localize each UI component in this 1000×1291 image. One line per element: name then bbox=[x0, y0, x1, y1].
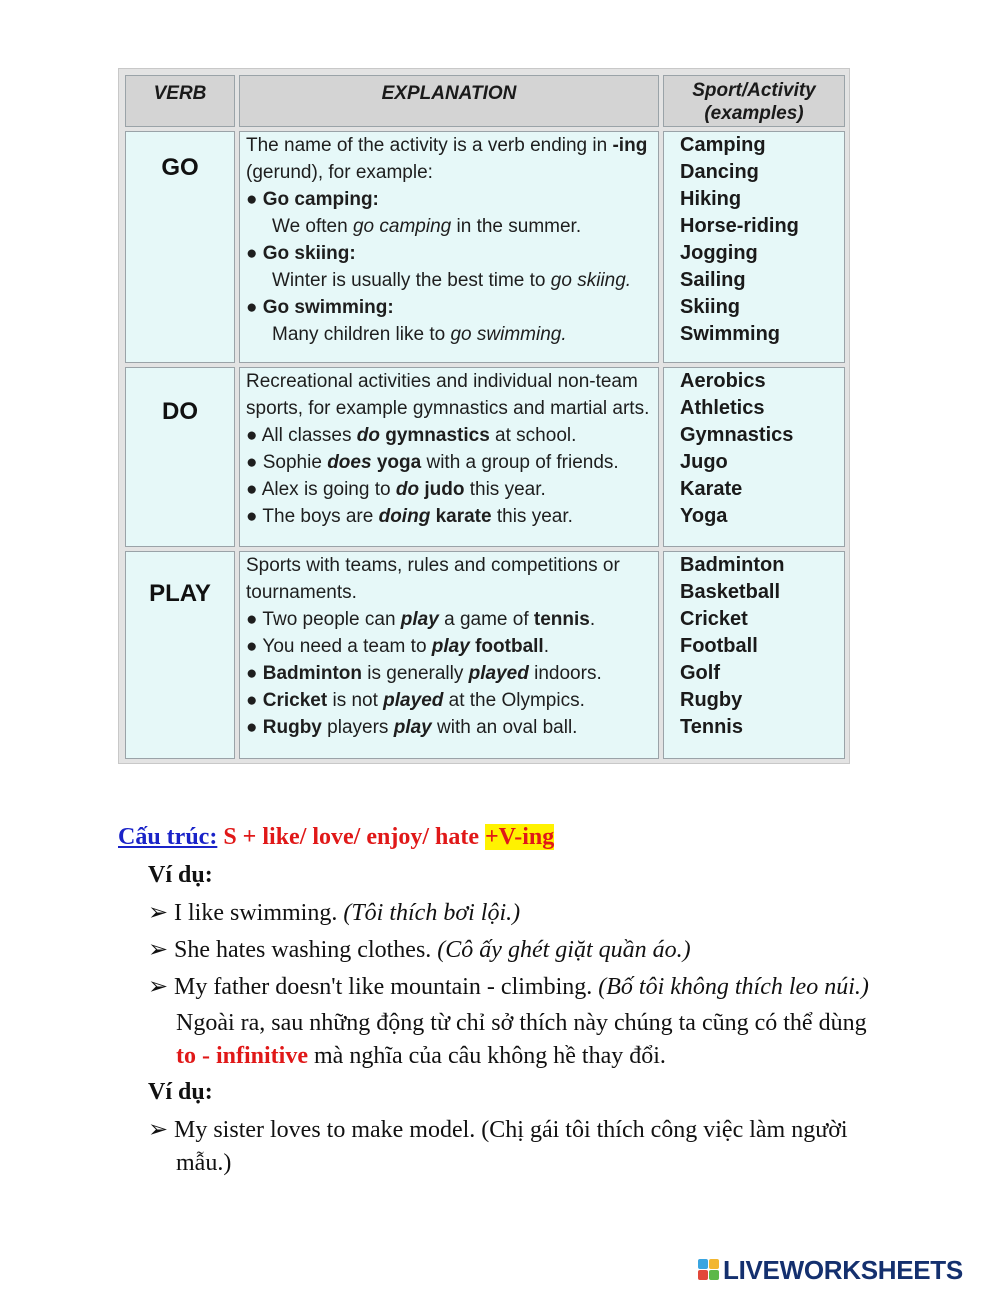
explanation-text: ● The boys are bbox=[246, 506, 379, 527]
sport-item: Rugby bbox=[680, 689, 743, 711]
explanation-text: . bbox=[543, 636, 549, 657]
explanation-text: Recreational activities and individual non-team bbox=[246, 371, 638, 392]
sport-item: Dancing bbox=[680, 161, 759, 183]
explanation-line bbox=[246, 422, 654, 449]
explanation-line bbox=[246, 476, 654, 503]
sport-item: Badminton bbox=[680, 554, 785, 576]
note-line-2 bbox=[176, 1043, 666, 1070]
example-vi: (Bố tôi không thích leo núi.) bbox=[598, 974, 869, 1000]
explanation-text: is not bbox=[327, 690, 384, 711]
explanation-text: ● All classes bbox=[246, 425, 357, 446]
header-explanation: EXPLANATION bbox=[239, 75, 659, 127]
example-item bbox=[148, 898, 520, 927]
explanation-text: Many children like to bbox=[272, 324, 451, 345]
explanation-do bbox=[239, 367, 659, 547]
explanation-line bbox=[246, 267, 654, 294]
explanation-text: We often bbox=[272, 216, 353, 237]
sport-item: Basketball bbox=[680, 581, 781, 603]
explanation-text: go camping bbox=[352, 216, 452, 237]
arrow-icon: ➢ bbox=[148, 1117, 169, 1143]
note-rest: mà nghĩa của câu không hề thay đổi. bbox=[308, 1043, 666, 1069]
explanation-text: ● bbox=[246, 297, 263, 318]
explanation-text: tennis bbox=[533, 609, 590, 630]
arrow-icon: ➢ bbox=[148, 974, 169, 1000]
explanation-text: ● bbox=[246, 663, 263, 684]
example-en: She hates washing clothes. bbox=[174, 937, 432, 963]
sports-play bbox=[663, 551, 845, 759]
sport-item: Aerobics bbox=[680, 370, 766, 392]
explanation-text: karate bbox=[435, 506, 492, 527]
explanation-text: . bbox=[589, 609, 596, 630]
sport-item: Golf bbox=[680, 662, 720, 684]
structure-formula: S + like/ love/ enjoy/ hate bbox=[223, 824, 479, 850]
note-line-1: Ngoài ra, sau những động từ chỉ sở thích này chúng ta cũng có thể dùng bbox=[176, 1010, 867, 1036]
explanation-text: -ing bbox=[612, 135, 648, 156]
example-en: I like swimming. bbox=[174, 900, 338, 926]
explanation-text: Sports with teams, rules and competitions or bbox=[246, 555, 620, 576]
explanation-text: play bbox=[431, 636, 470, 657]
explanation-line bbox=[246, 132, 654, 159]
explanation-text: Cricket bbox=[262, 690, 328, 711]
explanation-text: tournaments. bbox=[246, 582, 357, 603]
explanation-line bbox=[246, 213, 654, 240]
logo-text: LIVEWORKSHEETS bbox=[723, 1254, 963, 1285]
verb-play: PLAY bbox=[125, 551, 235, 759]
verb-activity-table bbox=[118, 68, 850, 764]
explanation-text: this year. bbox=[464, 479, 546, 500]
explanation-text: ● bbox=[246, 243, 263, 264]
explanation-text: does bbox=[327, 452, 372, 473]
sport-item: Jogging bbox=[680, 242, 758, 264]
sport-item: Football bbox=[680, 635, 758, 657]
explanation-line bbox=[246, 579, 654, 606]
explanation-play bbox=[239, 551, 659, 759]
explanation-text: Badminton bbox=[262, 663, 362, 684]
explanation-text: this year. bbox=[491, 506, 573, 527]
explanation-text: ● bbox=[246, 189, 263, 210]
explanation-text: sports, for example gymnastics and martial arts. bbox=[246, 398, 650, 419]
explanation-text: indoors. bbox=[528, 663, 602, 684]
explanation-text: ● Two people can bbox=[246, 609, 401, 630]
example-label-2: Ví dụ: bbox=[148, 1079, 213, 1105]
example-2-line1: My sister loves to make model. (Chị gái tôi thích công việc làm người bbox=[174, 1117, 848, 1143]
sport-item: Camping bbox=[680, 134, 766, 156]
explanation-line bbox=[246, 503, 654, 530]
explanation-line bbox=[246, 368, 654, 395]
explanation-line bbox=[246, 714, 654, 741]
explanation-text: with a group of friends. bbox=[421, 452, 619, 473]
explanation-text: do bbox=[395, 479, 420, 500]
explanation-line bbox=[246, 449, 654, 476]
explanation-text: is generally bbox=[361, 663, 469, 684]
explanation-text: players bbox=[321, 717, 394, 738]
explanation-line bbox=[246, 186, 654, 213]
header-sport-activity: Sport/Activity (examples) bbox=[663, 75, 845, 127]
explanation-line bbox=[246, 660, 654, 687]
example-vi: (Cô ấy ghét giặt quần áo.) bbox=[437, 937, 691, 963]
explanation-text: Go skiing: bbox=[262, 243, 356, 264]
explanation-text: do bbox=[356, 425, 380, 446]
explanation-text: The name of the activity is a verb ending in bbox=[246, 135, 613, 156]
explanation-line bbox=[246, 395, 654, 422]
explanation-text: played bbox=[468, 663, 529, 684]
explanation-text: Winter is usually the best time to bbox=[272, 270, 551, 291]
explanation-text: gymnastics bbox=[385, 425, 490, 446]
sport-item: Swimming bbox=[680, 323, 781, 345]
explanation-text: football bbox=[475, 636, 544, 657]
structure-label: Cấu trúc: bbox=[118, 824, 218, 850]
sport-item: Hiking bbox=[680, 188, 742, 210]
example-item-2 bbox=[148, 1115, 848, 1144]
sport-item: Tennis bbox=[680, 716, 743, 738]
example-label-1: Ví dụ: bbox=[148, 862, 213, 888]
explanation-text: ● Sophie bbox=[246, 452, 328, 473]
sport-item: Athletics bbox=[680, 397, 765, 419]
example-2-line2: mẫu.) bbox=[176, 1150, 232, 1176]
verb-go: GO bbox=[125, 131, 235, 363]
explanation-text: go skiing. bbox=[550, 270, 632, 291]
explanation-text: at school. bbox=[489, 425, 577, 446]
sports-go bbox=[663, 131, 845, 363]
sport-item: Jugo bbox=[680, 451, 728, 473]
explanation-text: a game of bbox=[438, 609, 534, 630]
explanation-text: Go swimming: bbox=[262, 297, 394, 318]
arrow-icon: ➢ bbox=[148, 900, 169, 926]
structure-line bbox=[118, 824, 554, 851]
explanation-text: ● You need a team to bbox=[246, 636, 432, 657]
explanation-text: doing bbox=[378, 506, 431, 527]
structure-highlight: +V-ing bbox=[485, 824, 555, 850]
sport-item: Horse-riding bbox=[680, 215, 799, 237]
sports-do bbox=[663, 367, 845, 547]
sport-item: Karate bbox=[680, 478, 743, 500]
explanation-line bbox=[246, 240, 654, 267]
explanation-text: Rugby bbox=[262, 717, 322, 738]
example-en: My father doesn't like mountain - climbing. bbox=[174, 974, 593, 1000]
explanation-line bbox=[246, 687, 654, 714]
explanation-line bbox=[246, 294, 654, 321]
explanation-text: ● bbox=[246, 717, 263, 738]
explanation-text: with an oval ball. bbox=[431, 717, 578, 738]
explanation-text: ● bbox=[246, 690, 263, 711]
example-item bbox=[148, 935, 691, 964]
sport-item: Sailing bbox=[680, 269, 746, 291]
explanation-line bbox=[246, 159, 654, 186]
explanation-text: go swimming. bbox=[450, 324, 567, 345]
example-item bbox=[148, 972, 869, 1001]
sport-item: Gymnastics bbox=[680, 424, 794, 446]
explanation-text: at the Olympics. bbox=[443, 690, 585, 711]
verb-do: DO bbox=[125, 367, 235, 547]
explanation-text: judo bbox=[424, 479, 465, 500]
explanation-text: yoga bbox=[376, 452, 422, 473]
explanation-text: play bbox=[400, 609, 439, 630]
explanation-line bbox=[246, 552, 654, 579]
explanation-text: play bbox=[393, 717, 432, 738]
explanation-text: in the summer. bbox=[451, 216, 582, 237]
liveworksheets-logo bbox=[698, 1252, 963, 1288]
explanation-text: ● Alex is going to bbox=[246, 479, 396, 500]
note-red: to - infinitive bbox=[176, 1043, 308, 1069]
arrow-icon: ➢ bbox=[148, 937, 169, 963]
header-verb: VERB bbox=[125, 75, 235, 127]
explanation-text: Go camping: bbox=[262, 189, 379, 210]
logo-icon bbox=[698, 1259, 720, 1281]
explanation-line bbox=[246, 321, 654, 348]
sport-item: Skiing bbox=[680, 296, 741, 318]
explanation-line bbox=[246, 633, 654, 660]
example-vi: (Tôi thích bơi lội.) bbox=[343, 900, 521, 926]
explanation-text: played bbox=[383, 690, 444, 711]
explanation-go bbox=[239, 131, 659, 363]
explanation-line bbox=[246, 606, 654, 633]
sport-item: Cricket bbox=[680, 608, 748, 630]
explanation-text: (gerund), for example: bbox=[246, 162, 433, 183]
sport-item: Yoga bbox=[680, 505, 728, 527]
